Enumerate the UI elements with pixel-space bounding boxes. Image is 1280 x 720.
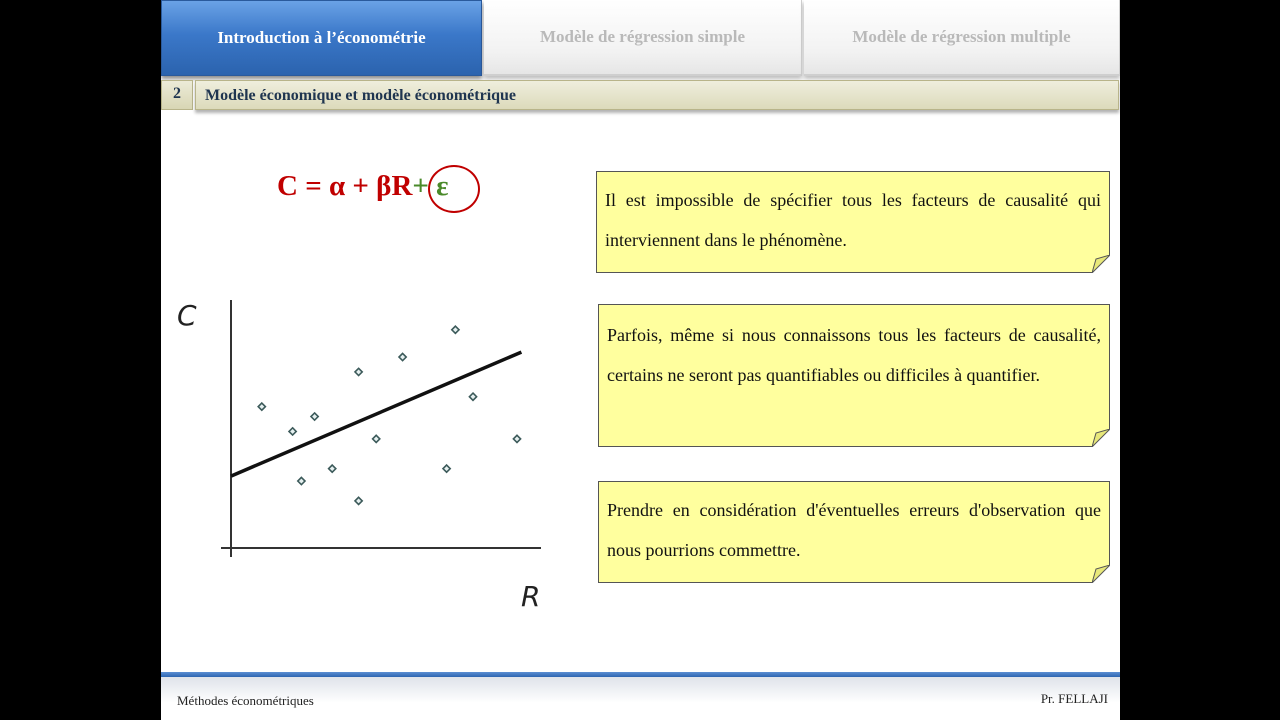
data-point <box>452 326 459 333</box>
section-title: Modèle économique et modèle économétrique <box>195 80 1119 110</box>
footer-author: Pr. FELLAJI <box>1040 691 1108 706</box>
note-text: Il est impossible de spécifier tous les facteurs de causalité qui interviennent dans le phénomène. <box>605 190 1101 250</box>
regression-line <box>231 352 521 476</box>
slide <box>161 0 1120 720</box>
note-text: Prendre en considération d'éventuelles erreurs d'observation que nous pourrions commettre. <box>607 500 1101 560</box>
tab-introduction[interactable]: Introduction à l’économétrie <box>161 0 482 76</box>
data-point <box>513 435 520 442</box>
data-point <box>443 465 450 472</box>
tab-bar <box>161 0 1120 78</box>
section-number: 2 <box>161 80 193 110</box>
data-point <box>355 497 362 504</box>
data-point <box>329 465 336 472</box>
data-point <box>355 368 362 375</box>
data-point <box>311 413 318 420</box>
data-point <box>469 393 476 400</box>
footer-course-title: Méthodes économétriques <box>177 693 314 708</box>
note-text: Parfois, même si nous connaissons tous les facteurs de causalité, certains ne seront pas quantifiables ou difficiles à quantifier. <box>607 325 1101 385</box>
formula-error-term: + ε <box>412 170 449 202</box>
folded-corner <box>1092 565 1110 583</box>
note-unspecified-factors <box>596 171 1110 273</box>
folded-corner <box>1092 429 1110 447</box>
data-point <box>289 428 296 435</box>
x-axis-label: R <box>521 580 541 613</box>
data-point <box>258 403 265 410</box>
formula-main: C = α + βR <box>277 170 413 202</box>
tab-multiple-regression[interactable]: Modèle de régression multiple <box>804 0 1120 76</box>
data-point <box>399 353 406 360</box>
scatter-plot <box>161 285 581 625</box>
folded-corner <box>1092 255 1110 273</box>
section-header <box>161 80 1120 114</box>
data-point <box>298 477 305 484</box>
y-axis-label: C <box>177 299 197 332</box>
tab-simple-regression[interactable]: Modèle de régression simple <box>484 0 802 76</box>
note-unquantifiable-factors <box>598 304 1110 447</box>
note-observation-errors <box>598 481 1110 583</box>
formula <box>277 170 449 203</box>
data-point <box>373 435 380 442</box>
error-term-highlight-circle <box>428 165 480 213</box>
